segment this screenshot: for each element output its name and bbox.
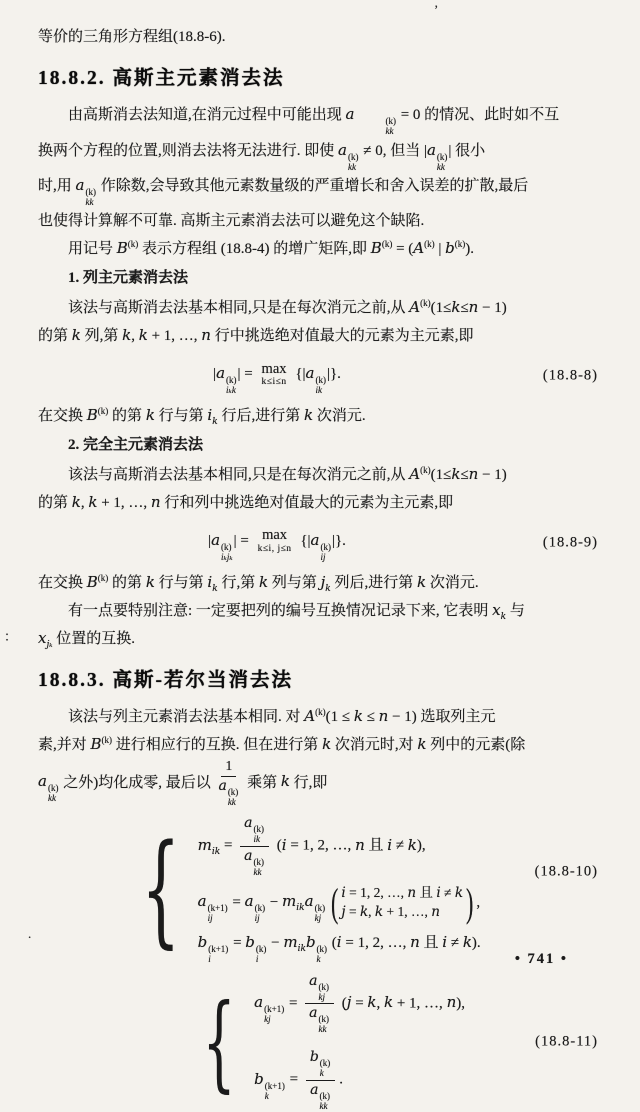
left-brace-glyph: {	[202, 980, 236, 1103]
scan-speck-margin: ：	[4, 629, 18, 644]
formula-line: b (k+1) k = b (k) k a (k) kk .	[254, 1049, 344, 1111]
paragraph-complete-pivot	[38, 461, 612, 517]
math-atom: $i_k$	[207, 572, 218, 594]
math-atom: i	[442, 933, 448, 951]
formula-18-8-9	[38, 523, 612, 563]
math-atom: a (k) kk	[338, 140, 359, 172]
math-atom: $x_{j_k}$	[38, 628, 53, 650]
formula-18-8-11-lines	[254, 973, 465, 1112]
math-atom: a (k) ij	[244, 892, 266, 924]
subheading-complete-pivot: 2. 完全主元素消去法	[68, 436, 204, 453]
formula-line: a (k+1) kj = a (k) kj a (k) kk (j = k, k + 1, …, n),	[254, 972, 465, 1035]
text-line: 的第 k 列,第 k, k + 1, …, n 行中挑选绝对值最大的元素为主元素,即	[38, 326, 474, 345]
math-atom: k	[374, 904, 384, 921]
math-atom: $m_{ik}$	[283, 933, 306, 954]
math-atom: k	[451, 298, 461, 317]
math-atom: $b^{(k)}$	[445, 239, 466, 258]
math-atom: b (k+1) k	[254, 1069, 285, 1101]
math-atom: $B^{(k)}$	[116, 239, 139, 258]
fraction	[305, 973, 334, 1035]
math-atom: n	[431, 904, 440, 921]
math-atom: $A^{(k)}$	[409, 298, 431, 317]
math-atom: k	[416, 572, 427, 591]
math-atom: n	[201, 326, 211, 345]
text-line: 有一点要特别注意: 一定要把列的编号互换情况记录下来, 它表明 $x_k$ 与	[68, 600, 525, 622]
math-atom: a (k) kj	[309, 972, 330, 1002]
text-line: 用记号 $B^{(k)}$ 表示方程组 (18.8-4) 的增广矩阵,即 $B^{(k)} = (A^{(k)}$ | $b^{(k)}$).	[68, 239, 475, 258]
text-line: 由高斯消去法知道,在消元过程中可能出现 a (k) kk = 0 的情况、此时如不互	[68, 105, 560, 136]
math-atom: a (k) kk	[244, 848, 265, 877]
math-atom: k	[417, 734, 427, 753]
math-atom: a (k) ij	[310, 530, 331, 562]
math-atom: a (k) kk	[345, 105, 396, 136]
math-atom: a (k) kj	[304, 892, 326, 924]
math-atom: a (k+1) kj	[254, 993, 285, 1025]
section-heading-1883: 18.8.3. 高斯-若尔当消去法	[38, 669, 293, 691]
math-atom: k	[145, 572, 155, 591]
scan-speck-bottom: .	[28, 926, 32, 941]
math-atom: b (k) k	[305, 933, 328, 964]
math-atom: $A^{(k)}$	[304, 706, 326, 725]
math-atom: a (k) kk	[310, 1081, 330, 1111]
math-atom: k	[258, 572, 269, 591]
equation-tag-18-8-9: (18.8-9)	[542, 534, 598, 551]
scan-speck-top: ’	[434, 2, 439, 17]
paragraph-column-pivot	[38, 294, 612, 350]
text-line: 也使得计算解不可靠. 高斯主元素消去法可以避免这个缺陷.	[38, 213, 425, 230]
text-line: 等价的三角形方程组(18.8-6).	[38, 29, 226, 45]
text-line: 该法与列主元素消去法基本相同. 对 $A^{(k)}(1 \le k \le n - 1)$ 选取列主元	[68, 706, 496, 725]
max-operator: max k≤i≤n	[261, 360, 287, 388]
math-atom: k	[367, 993, 377, 1012]
text-line: 该法与高斯消去法基本相同,只是在每次消元之前,从 $A^{(k)}(1\le k\le n - 1)$	[68, 298, 507, 317]
math-atom: i	[336, 933, 342, 951]
formula-18-8-10-lines	[198, 815, 481, 964]
text-line: 时,用 a (k) kk 作除数,会导致其他元素数量级的严重增长和舍入误差的扩散,最后	[38, 176, 529, 208]
math-atom: b (k) i	[245, 933, 267, 964]
text-line: 换两个方程的位置,则消去法将无法进行. 即使 a (k) kk ≠ 0, 但当 |a (k) kk | 很小	[38, 140, 486, 172]
math-atom: k	[88, 492, 98, 511]
intro-line	[38, 24, 612, 51]
math-atom: k	[322, 734, 332, 753]
math-atom: a (k) kk	[38, 772, 59, 804]
math-atom: j	[341, 904, 346, 921]
fraction	[240, 815, 269, 877]
formula-18-8-9-body: |a (k) iₖjₖ | = max k≤i, j≤n {|a (k) ij |}.	[208, 527, 346, 562]
text-line: 的第 k, k + 1, …, n 行和列中挑选绝对值最大的元素为主元素,即	[38, 492, 454, 511]
formula-line: a (k+1) ij = a (k) ij − $m_{ik}a$ (k) kj ( i = 1, 2, …, n 且 i ≠ k j = k, k + 1, …, n ) ,	[197, 879, 481, 925]
math-atom: $B^{(k)}$	[86, 572, 109, 591]
math-atom: i	[281, 836, 287, 855]
math-atom: i	[387, 836, 393, 855]
text-line: 该法与高斯消去法基本相同,只是在每次消元之前,从 $A^{(k)}(1\le k\le n - 1)$	[68, 464, 507, 483]
math-atom: i	[436, 885, 441, 902]
math-atom: n	[410, 933, 420, 951]
math-atom: k	[145, 405, 155, 424]
math-atom: $i_k$	[207, 405, 218, 427]
text-line: $x_{j_k}$ 位置的互换.	[38, 628, 136, 650]
math-atom: a (k) iₖk	[216, 364, 237, 395]
text-line: 素,并对 $B^{(k)}$ 进行相应行的互换. 但在进行第 k 次消元时,对 k 列中的元素(除	[38, 734, 526, 753]
math-atom: b (k) k	[309, 1049, 331, 1078]
math-atom: a (k) kk	[218, 777, 239, 807]
math-atom: $B^{(k)}$	[86, 405, 109, 424]
formula-18-8-8-body: |a (k) iₖk | = max k≤i≤n {|a (k) ik |}.	[213, 360, 341, 395]
math-atom: $j_k$	[320, 572, 331, 594]
subheading-column-pivot: 1. 列主元素消去法	[68, 270, 189, 287]
math-atom: $A^{(k)}$	[413, 239, 435, 258]
math-atom: k	[303, 405, 314, 424]
math-atom: $B^{(k)}$	[370, 239, 393, 258]
formula-line: b (k+1) i = b (k) i − $m_{ik}b$ (k) k (i = 1, 2, …, n 且 i ≠ k).	[197, 933, 481, 964]
paragraph-after-1888	[38, 402, 612, 430]
math-atom: k	[353, 706, 363, 725]
math-atom: j	[346, 993, 352, 1012]
formula-line: $m_{ik}$ = a (k) ik a (k) kk (i = 1, 2, …, n 且 i ≠ k),	[197, 815, 426, 877]
math-atom: k	[462, 933, 472, 951]
fraction: 1 a (k) kk	[218, 758, 239, 807]
math-atom: $m_{ik}$	[197, 836, 221, 858]
math-atom: a (k) ik	[305, 364, 326, 395]
math-atom: a (k) kk	[426, 140, 448, 172]
text-line: 在交换 $B^{(k)}$ 的第 k 行与第 $i_k$ 行,第 k 列与第 $j_k$ 列后,进行第 k 次消元.	[38, 572, 479, 594]
math-atom: k	[384, 993, 394, 1012]
math-atom: n	[407, 885, 417, 902]
math-atom: k	[71, 326, 81, 345]
math-atom: $B^{(k)}$	[90, 734, 113, 753]
math-atom: n	[378, 706, 389, 725]
equation-tag-18-8-10: (18.8-10)	[534, 863, 598, 880]
math-atom: a (k) kk	[75, 176, 96, 208]
math-atom: a (k) iₖjₖ	[211, 530, 233, 562]
section-heading-1882: 18.8.2. 高斯主元素消去法	[38, 68, 285, 89]
math-atom: $A^{(k)}$	[409, 464, 431, 483]
condition-stack: ( i = 1, 2, …, n 且 i ≠ k j = k, k + 1, …, n )	[331, 879, 474, 925]
paragraph-note-column-swap	[38, 597, 612, 653]
paragraph-gauss-jordan	[38, 703, 612, 808]
math-atom: n	[355, 836, 365, 855]
math-atom: k	[359, 904, 369, 921]
math-atom: a (k+1) ij	[197, 892, 228, 924]
math-atom: k	[454, 885, 463, 902]
math-atom: $m_{ik}$	[282, 892, 305, 914]
math-atom: k	[451, 464, 461, 483]
max-operator: max k≤i, j≤n	[257, 527, 292, 554]
math-atom: k	[122, 326, 132, 345]
math-atom: $x_k$	[492, 600, 507, 622]
fraction	[306, 1049, 335, 1111]
equation-tag-18-8-8: (18.8-8)	[542, 367, 598, 384]
math-atom: k	[138, 326, 148, 345]
math-atom: n	[468, 298, 479, 317]
formula-18-8-10	[38, 815, 612, 964]
paragraph-augmented-matrix	[38, 235, 612, 263]
page-number: • 741 •	[514, 951, 568, 967]
math-atom: a (k) ik	[244, 815, 265, 845]
math-atom: a (k) kk	[309, 1005, 330, 1035]
math-atom: k	[71, 492, 81, 511]
math-atom: n	[446, 993, 457, 1012]
math-atom: k	[407, 836, 417, 855]
paragraph-pivot-motivation	[38, 101, 612, 235]
text-line: 在交换 $B^{(k)}$ 的第 k 行与第 $i_k$ 行后,进行第 k 次消元.	[38, 405, 366, 427]
math-atom: k	[280, 772, 290, 791]
math-atom: n	[150, 492, 161, 511]
math-atom: n	[468, 464, 479, 483]
math-atom: i	[341, 885, 346, 902]
equation-tag-18-8-11: (18.8-11)	[535, 1033, 598, 1050]
math-atom: b (k+1) i	[197, 933, 229, 964]
formula-18-8-11	[38, 973, 612, 1112]
paragraph-after-1889	[38, 569, 612, 597]
left-brace-glyph: {	[141, 818, 181, 961]
formula-18-8-8	[38, 356, 612, 396]
text-line: a (k) kk 之外)均化成零, 最后以 1 a (k) kk 乘第 k 行,即	[38, 758, 328, 807]
